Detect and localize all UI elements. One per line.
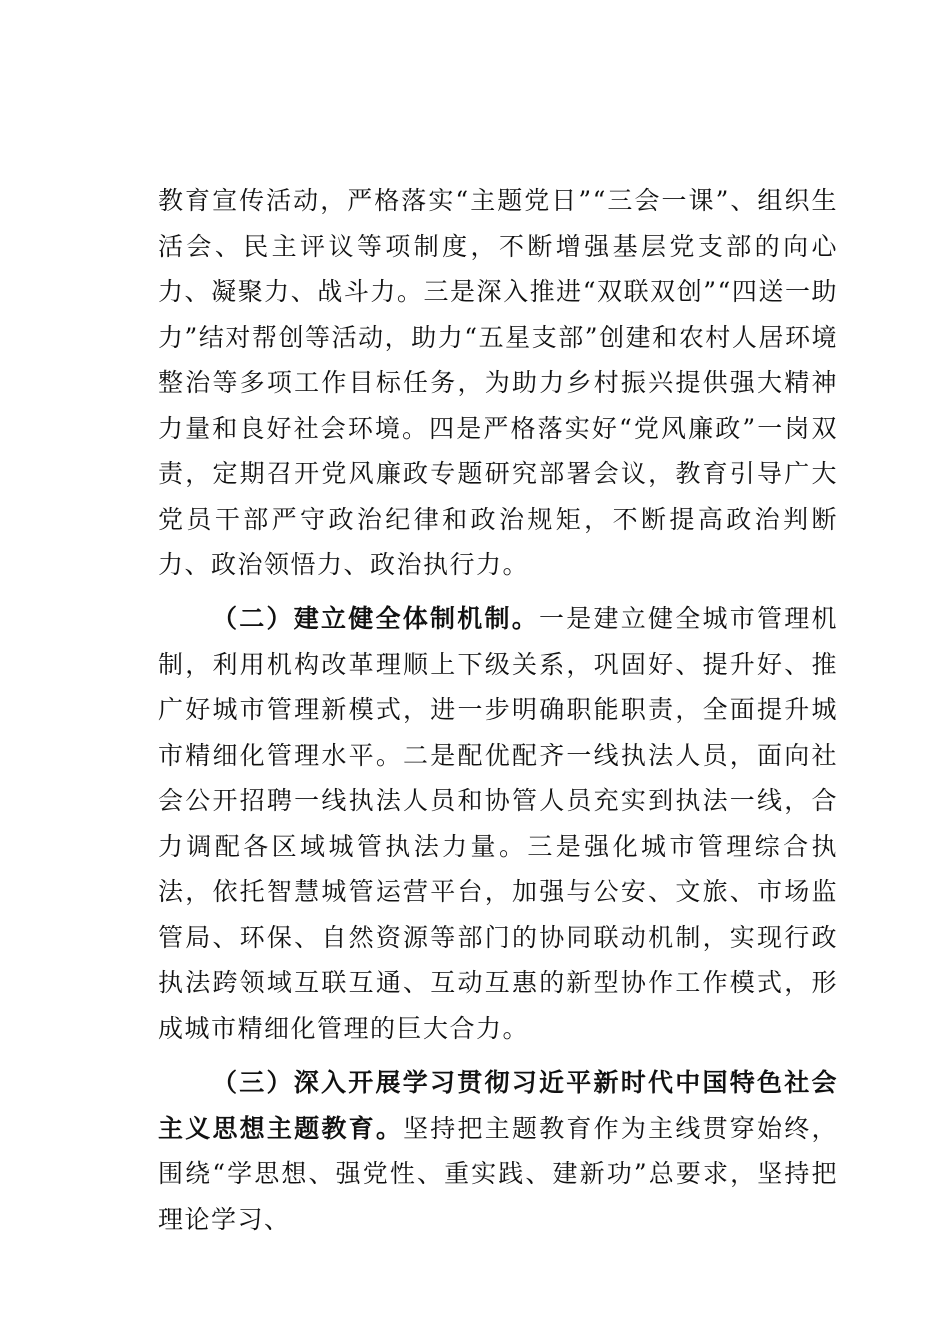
paragraph-3-text: 坚持把主题教育作为主线贯穿始终，围绕“学思想、强党性、重实践、建新功”总要求，坚持把理论学习、: [158, 1113, 838, 1234]
paragraph-2-text: 一是建立健全城市管理机制，利用机构改革理顺上下级关系，巩固好、提升好、推广好城市管理新模式，进一步明确职能职责，全面提升城市精细化管理水平。二是配优配齐一线执法人员，面向社会公开招聘一线执法人员和协管人员充实到执法一线，合力调配各区域城管执法力量。三是强化城市管理综合执法，依托智慧城管运营平台，加强与公安、文旅、市场监管局、环保、自然资源等部门的协同联动机制，实现行政执法跨领域互联互通、互动互惠的新型协作工作模式，形成城市精细化管理的巨大合力。: [158, 604, 838, 1043]
body-paragraph-3: [158, 1060, 838, 1242]
section-heading-3: （三）深入开展学习贯彻习近平新时代中国特色社会主义思想主题教育。: [158, 1068, 838, 1143]
paragraph-1-text: 教育宣传活动，严格落实“主题党日”“三会一课”、组织生活会、民主评议等项制度，不断增强基层党支部的向心力、凝聚力、战斗力。三是深入推进“双联双创”“四送一助力”结对帮创等活动，助力“五星支部”创建和农村人居环境整治等多项工作目标任务，为助力乡村振兴提供强大精神力量和良好社会环境。四是严格落实好“党风廉政”一岗双责，定期召开党风廉政专题研究部署会议，教育引导广大党员干部严守政治纪律和政治规矩，不断提高政治判断力、政治领悟力、政治执行力。: [158, 186, 838, 579]
body-paragraph-2: [158, 596, 838, 1051]
section-heading-2: （二）建立健全体制机制。: [212, 604, 539, 633]
body-paragraph-1: [158, 178, 838, 588]
